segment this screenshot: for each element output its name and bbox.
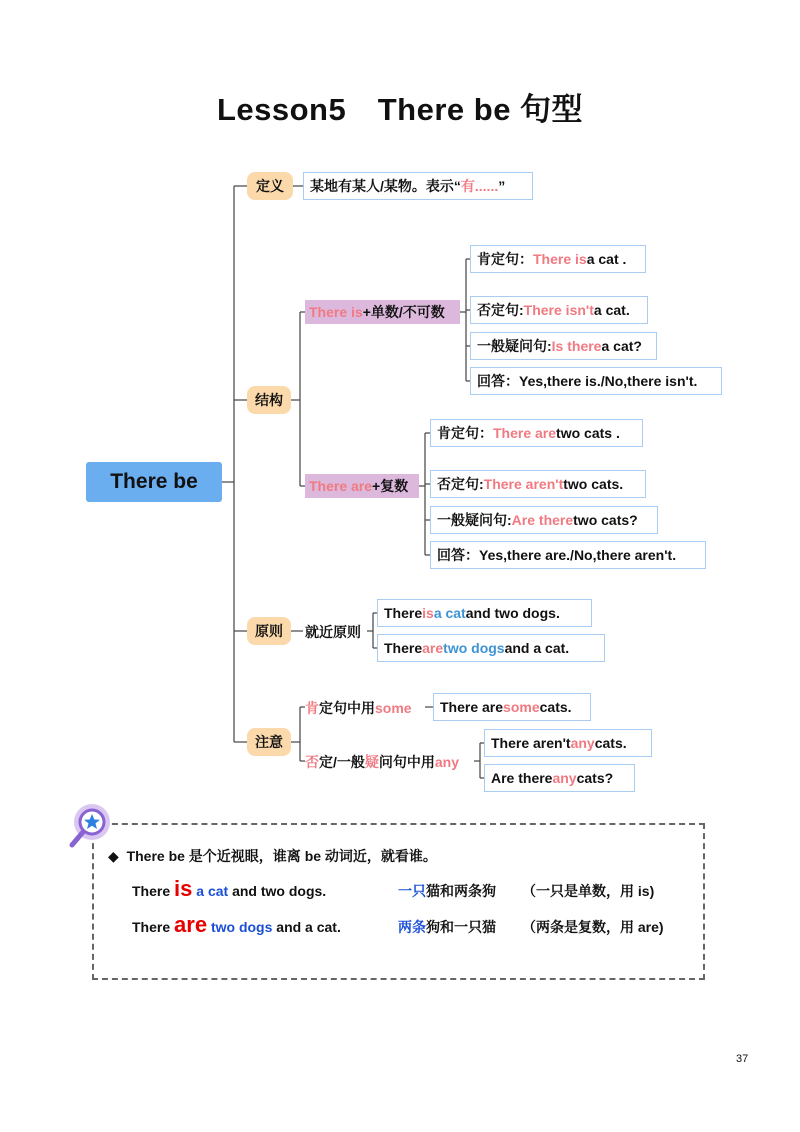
is-negative: 否定句: There isn't a cat. — [470, 296, 648, 324]
is-answer: 回答： Yes,there is./No,there isn't. — [470, 367, 722, 395]
notes-affirmative-rule: 肯定句中用some — [305, 700, 412, 716]
magnifier-star-icon — [62, 800, 114, 852]
notes-negative-example: There aren't any cats. — [484, 729, 652, 757]
are-negative: 否定句: There aren't two cats. — [430, 470, 646, 498]
tip-explanation-1: （一只是单数，用 is) — [522, 883, 655, 899]
page-title: Lesson5 There be 句型 — [216, 92, 584, 127]
structure-there-is: There is +单数/不可数 — [305, 300, 460, 324]
page-number: 37 — [736, 1053, 749, 1065]
root-node: There be — [86, 462, 222, 502]
are-question: 一般疑问句: Are there two cats? — [430, 506, 658, 534]
notes-question-example: Are there any cats? — [484, 764, 635, 792]
principle-rule: 就近原则 — [305, 624, 361, 640]
notes-negative-rule: 否定/一般疑问句中用any — [305, 754, 460, 770]
tip-example-1: There is a cat and two dogs. — [132, 876, 327, 901]
notes-affirmative-example: There are some cats. — [433, 693, 591, 721]
tip-heading: ◆ There be 是个近视眼，谁离 be 动词近，就看谁。 — [108, 848, 437, 864]
is-question: 一般疑问句: Is there a cat? — [470, 332, 657, 360]
branch-principle: 原则 — [247, 617, 291, 645]
branch-structure: 结构 — [247, 386, 291, 414]
structure-there-are: There are +复数 — [305, 474, 419, 498]
principle-example-1: There is a cat and two dogs. — [377, 599, 592, 627]
branch-notes: 注意 — [247, 728, 291, 756]
is-affirmative: 肯定句： There is a cat . — [470, 245, 646, 273]
tip-example-2: There are two dogs and a cat. — [132, 912, 341, 937]
principle-example-2: There are two dogs and a cat. — [377, 634, 605, 662]
branch-definition: 定义 — [247, 172, 293, 200]
definition-text: 某地有某人/某物。表示“ 有...... ” — [303, 172, 533, 200]
are-affirmative: 肯定句： There are two cats . — [430, 419, 643, 447]
tip-translation-1: 一只猫和两条狗 — [398, 883, 496, 899]
tip-translation-2: 两条狗和一只猫 — [398, 919, 496, 935]
are-answer: 回答： Yes,there are./No,there aren't. — [430, 541, 706, 569]
tip-explanation-2: （两条是复数，用 are) — [522, 919, 664, 935]
